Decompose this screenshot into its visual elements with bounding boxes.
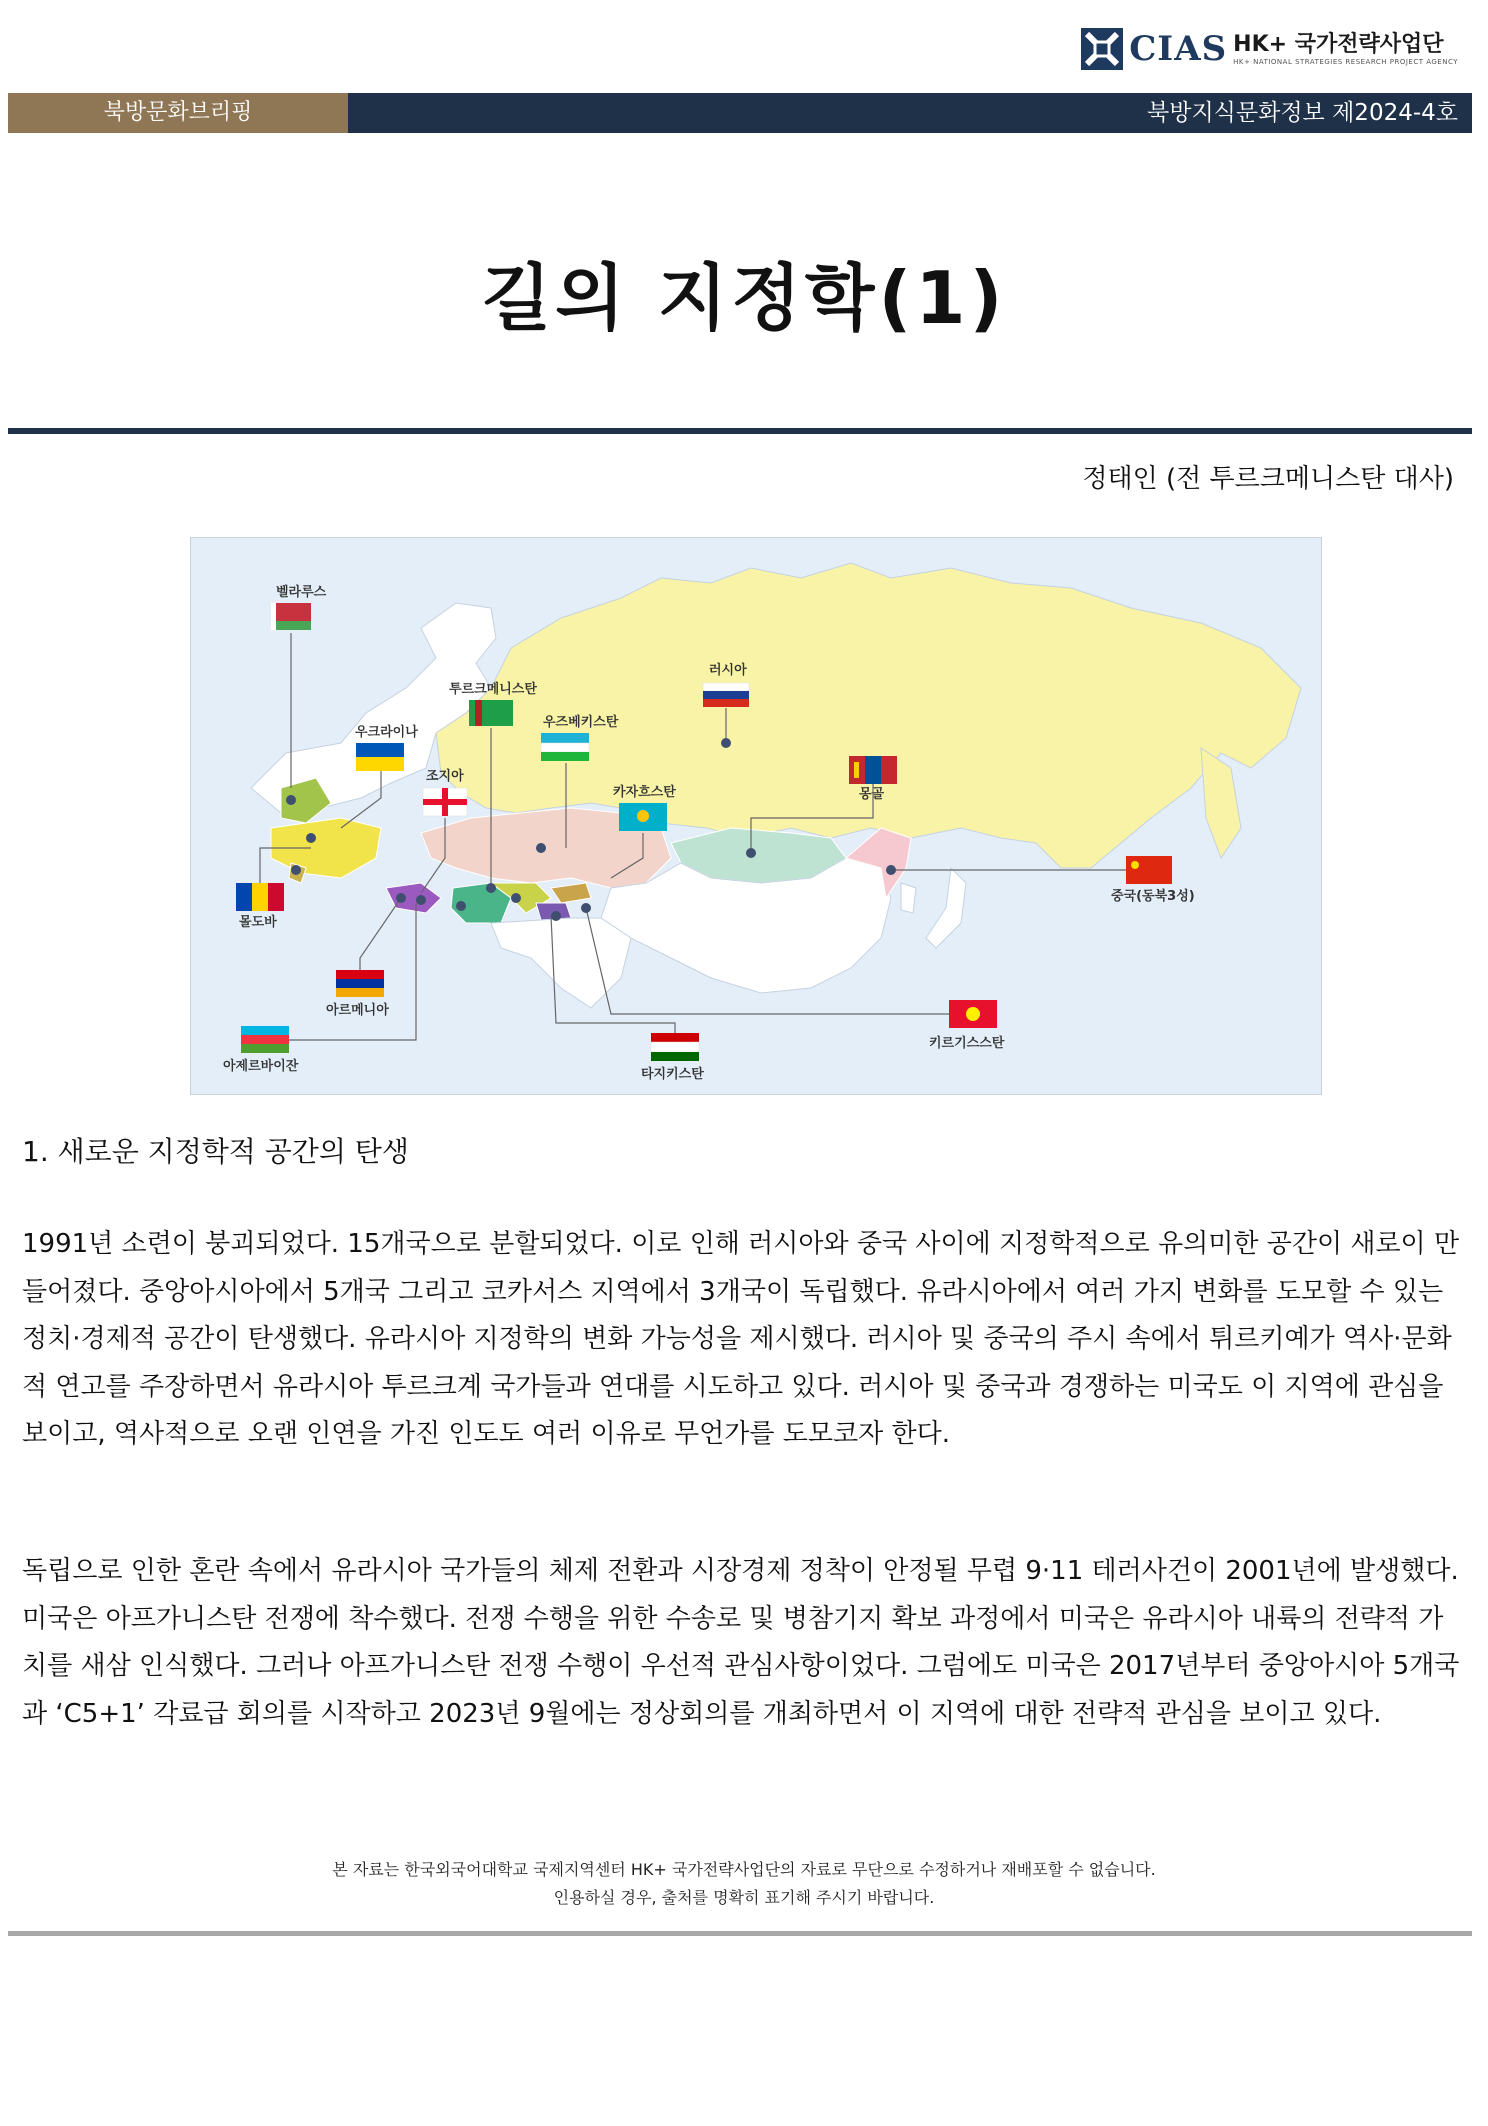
label-uzbekistan: 우즈베키스탄 bbox=[543, 715, 619, 730]
paragraph-1: 1991년 소련이 붕괴되었다. 15개국으로 분할되었다. 이로 인해 러시아와 중국 사이에 지정학적으로 유의미한 공간이 새로이 만들어졌다. 중앙아시아에서 5개국 그리고 코카서스 지역에서 3개국이 독립했다. 유라시아에서 여러 가지 변화를 도모할 수 있는 정치·경제적 공간이 탄생했다. 유라시아 지정학의 변화 가능성을 제시했다. 러시아 및 중국의 주시 속에서 튀르키예가 역사·문화적 연고를 주장하면서 유라시아 투르크계 국가들과 연대를 시도하고 있다. 러시아 및 중국과 경쟁하는 미국도 이 지역에 관심을 보이고, 역사적으로 오랜 인연을 가진 인도도 여러 이유로 무언가를 도모코자 한다. bbox=[22, 1229, 1460, 1450]
label-kyrgyzstan: 키르기스스탄 bbox=[929, 1036, 1005, 1051]
logo-title: HK+ 국가전략사업단 bbox=[1233, 31, 1444, 57]
issue-label: 북방지식문화정보 제2024-4호 bbox=[1147, 100, 1458, 126]
flag-belarus bbox=[271, 603, 311, 630]
flag-mongolia bbox=[849, 756, 897, 784]
copyright-line-2: 인용하실 경우, 출처를 명확히 표기해 주시기 바랍니다. bbox=[553, 1888, 935, 1907]
logo-text: CIAS bbox=[1129, 29, 1228, 69]
flag-russia bbox=[703, 683, 749, 707]
flag-ukraine bbox=[356, 743, 404, 771]
copyright-line-1: 본 자료는 한국외국어대학교 국제지역센터 HK+ 국가전략사업단의 자료로 무단으로 수정하거나 재배포할 수 없습니다. bbox=[332, 1860, 1156, 1879]
section-heading: 1. 새로운 지정학적 공간의 탄생 bbox=[22, 1135, 409, 1168]
flag-uzbekistan bbox=[541, 733, 589, 761]
flag-moldova bbox=[236, 883, 284, 911]
copyright-notice bbox=[0, 1856, 1488, 1912]
header-bar bbox=[8, 93, 1472, 133]
label-turkmenistan: 투르크메니스탄 bbox=[449, 682, 537, 697]
label-ukraine: 우크라이나 bbox=[355, 725, 418, 740]
label-kazakhstan: 카자흐스탄 bbox=[613, 785, 676, 800]
flag-georgia bbox=[423, 788, 467, 816]
label-moldova: 몰도바 bbox=[239, 915, 277, 930]
flag-kazakhstan bbox=[619, 803, 667, 831]
label-tajikistan: 타지키스탄 bbox=[641, 1067, 704, 1082]
label-armenia: 아르메니아 bbox=[326, 1003, 389, 1018]
flag-azerbaijan bbox=[241, 1026, 289, 1053]
cias-logo bbox=[1079, 26, 1458, 72]
map-korea bbox=[901, 883, 916, 913]
flag-armenia bbox=[336, 970, 384, 997]
eurasia-map bbox=[190, 537, 1322, 1095]
label-china-northeast: 중국(동북3성) bbox=[1111, 889, 1195, 904]
category-label: 북방문화브리핑 bbox=[8, 93, 348, 133]
flag-kyrgyzstan bbox=[949, 1000, 997, 1028]
label-georgia: 조지아 bbox=[426, 769, 464, 784]
label-mongolia: 몽골 bbox=[859, 787, 885, 802]
page-title: 길의 지정학(1) bbox=[481, 256, 1007, 340]
logo-subtitle: HK+ NATIONAL STRATEGIES RESEARCH PROJECT AGENCY bbox=[1233, 57, 1458, 66]
flag-turkmenistan bbox=[469, 700, 513, 726]
author: 정태인 (전 투르크메니스탄 대사) bbox=[1082, 464, 1454, 494]
label-russia: 러시아 bbox=[709, 663, 747, 678]
label-azerbaijan: 아제르바이잔 bbox=[223, 1059, 299, 1074]
footer-divider bbox=[8, 1931, 1472, 1936]
label-belarus: 벨라루스 bbox=[276, 585, 327, 600]
paragraph-2: 독립으로 인한 혼란 속에서 유라시아 국가들의 체제 전환과 시장경제 정착이 안정될 무렵 9·11 테러사건이 2001년에 발생했다. 미국은 아프가니스탄 전쟁에 착수했다. 전쟁 수행을 위한 수송로 및 병참기지 확보 과정에서 미국은 유라시아 내륙의 전략적 가치를 새삼 인식했다. 그러나 아프가니스탄 전쟁 수행이 우선적 관심사항이었다. 그럼에도 미국은 2017년부터 중앙아시아 5개국과 ‘C5+1’ 각료급 회의를 시작하고 2023년 9월에는 정상회의를 개최하면서 이 지역에 대한 전략적 관심을 보이고 있다. bbox=[22, 1556, 1460, 1729]
flag-tajikistan bbox=[651, 1033, 699, 1061]
cias-logo-mark-icon bbox=[1079, 26, 1125, 72]
flag-china bbox=[1126, 856, 1172, 884]
title-divider bbox=[8, 428, 1472, 434]
